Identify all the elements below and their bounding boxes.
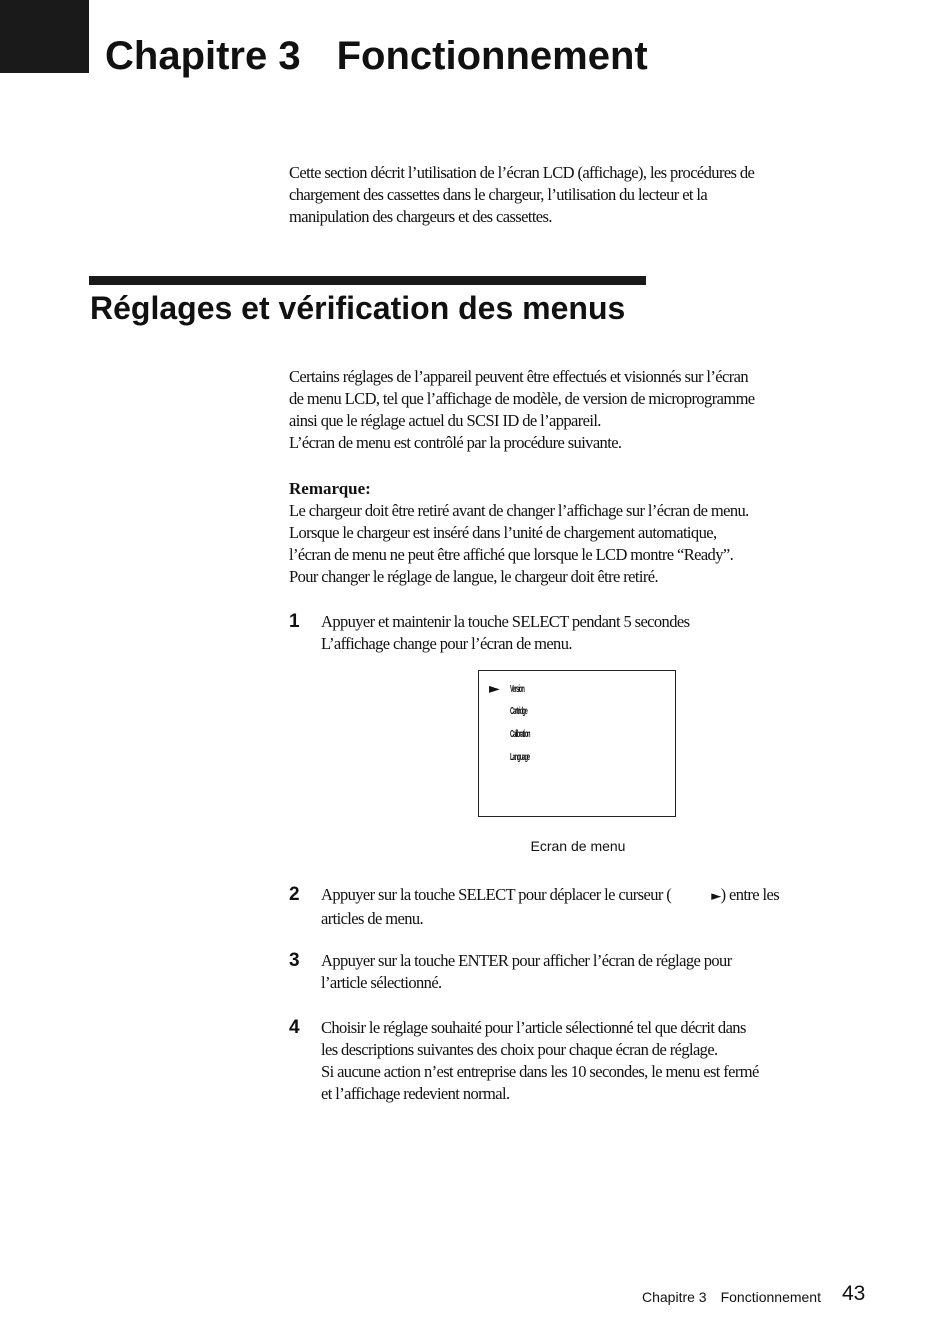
chapter-label: Chapitre 3 (105, 34, 301, 78)
menu-cursor-icon: ► (489, 681, 500, 697)
step-line: Choisir le réglage souhaité pour l’article sélectionné tel que décrit dans (321, 1018, 746, 1037)
intro-line: chargement des cassettes dans le chargeur, l’utilisation du lecteur et la (289, 185, 708, 204)
intro-line: Cette section décrit l’utilisation de l’écran LCD (affichage), les procédures de (289, 163, 755, 182)
paragraph-line: Certains réglages de l’appareil peuvent être effectués et visionnés sur l’écran (289, 367, 748, 386)
chapter-tab-marker (0, 0, 89, 73)
footer-chapter-name: Fonctionnement (720, 1289, 821, 1305)
intro-paragraph (289, 162, 849, 228)
remark-line: Le chargeur doit être retiré avant de changer l’affichage sur l’écran de menu. (289, 501, 749, 520)
remark-line: Lorsque le chargeur est inséré dans l’unité de chargement automatique, (289, 523, 717, 542)
remark-line: Pour changer le réglage de langue, le chargeur doit être retiré. (289, 567, 659, 586)
step-line: l’article sélectionné. (321, 973, 442, 992)
step-number: 2 (289, 884, 299, 905)
menu-item-calibration: Calibration (510, 729, 530, 740)
footer-chapter (642, 1289, 821, 1305)
paragraph-line: L’écran de menu est contrôlé par la procédure suivante. (289, 433, 622, 452)
section-title: Réglages et vérification des menus (90, 290, 626, 326)
chapter-title (105, 34, 648, 79)
step-line: Appuyer et maintenir la touche SELECT pendant 5 secondes (321, 612, 690, 631)
step-line: L’affichage change pour l’écran de menu. (321, 634, 572, 653)
step-number: 1 (289, 611, 299, 632)
step-number: 4 (289, 1017, 299, 1038)
remark-title: Remarque: (289, 479, 371, 498)
paragraph-line: ainsi que le réglage actuel du SCSI ID de l’appareil. (289, 411, 601, 430)
lcd-menu-screen (478, 670, 676, 817)
step-line: les descriptions suivantes des choix pour chaque écran de réglage. (321, 1040, 718, 1059)
step-number: 3 (289, 950, 299, 971)
step-line: Si aucune action n’est entreprise dans les 10 secondes, le menu est fermé (321, 1062, 759, 1081)
chapter-name: Fonctionnement (336, 34, 648, 78)
footer-chapter-label: Chapitre 3 (642, 1289, 707, 1305)
section-divider (89, 276, 646, 285)
menu-item-language: Language (510, 752, 530, 763)
cursor-arrow-icon: ► (711, 889, 721, 904)
remark-block (289, 478, 849, 588)
menu-screen-caption: Ecran de menu (530, 838, 626, 854)
remark-line: l’écran de menu ne peut être affiché que lorsque le LCD montre “Ready”. (289, 545, 734, 564)
section-intro-paragraph (289, 366, 849, 454)
step-line: Appuyer sur la touche SELECT pour déplacer le curseur ( ►) entre les (321, 885, 780, 904)
intro-line: manipulation des chargeurs et des cassettes. (289, 207, 552, 226)
page-number: 43 (842, 1282, 866, 1305)
menu-item-version: Version (510, 684, 525, 695)
step-line: et l’affichage redevient normal. (321, 1084, 510, 1103)
step-line: Appuyer sur la touche ENTER pour afficher l’écran de réglage pour (321, 951, 732, 970)
paragraph-line: de menu LCD, tel que l’affichage de modèle, de version de microprogramme (289, 389, 755, 408)
step-line: articles de menu. (321, 909, 424, 928)
menu-item-cartridge: Cartridge (510, 706, 528, 717)
